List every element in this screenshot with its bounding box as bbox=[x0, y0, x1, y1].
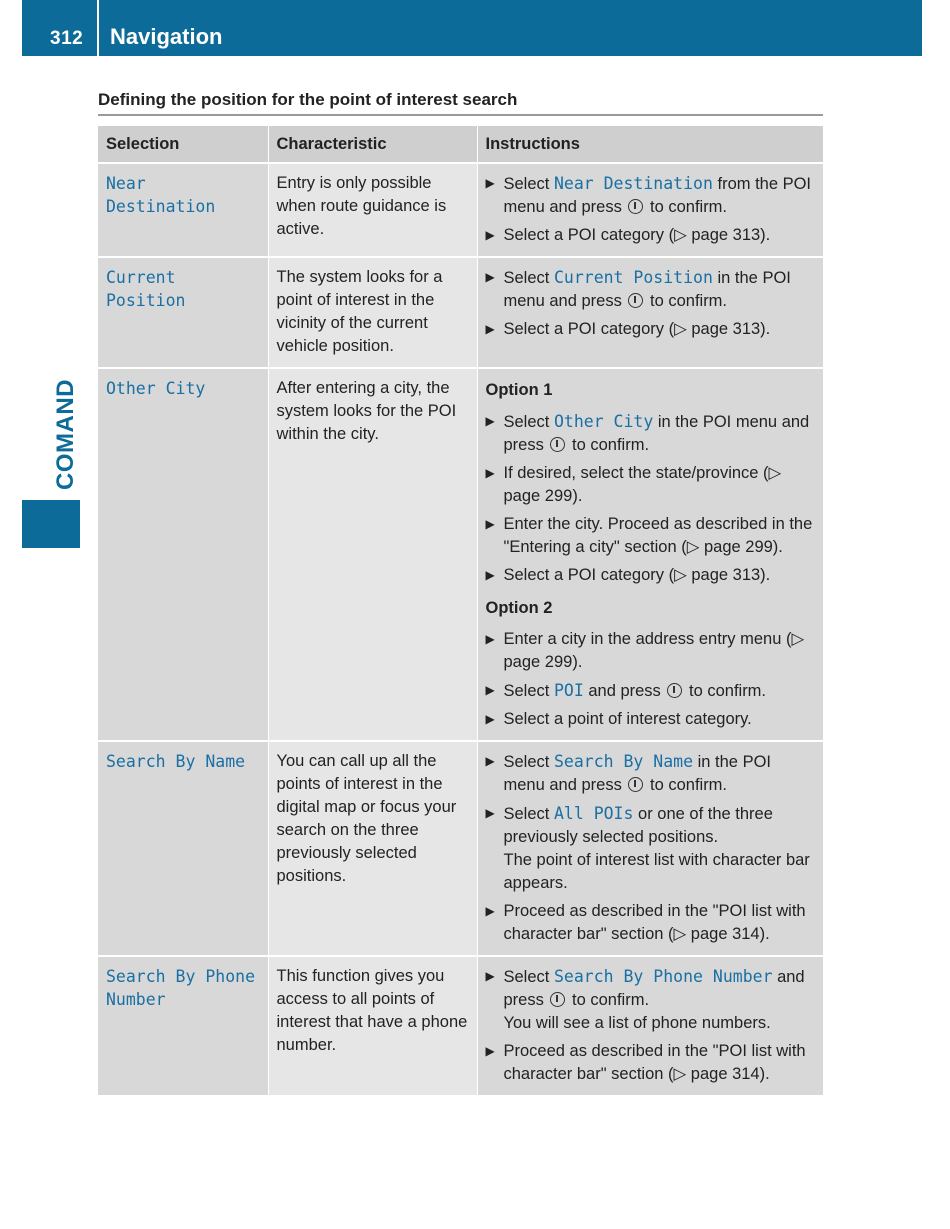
characteristic-cell: Entry is only possible when route guidance is active. bbox=[268, 163, 477, 257]
table-row bbox=[98, 956, 823, 1096]
instruction-step: ▶ Select a POI category (▷ page 313). bbox=[486, 224, 816, 247]
step-arrow-icon: ▶ bbox=[485, 754, 495, 768]
column-header-instructions: Instructions bbox=[477, 126, 823, 163]
section-title: Navigation bbox=[110, 24, 223, 49]
instructions-cell bbox=[477, 257, 823, 368]
instruction-step: ▶ Select a POI category (▷ page 313). bbox=[486, 564, 816, 587]
selection-term: Near Destination bbox=[106, 174, 216, 216]
selection-cell bbox=[98, 368, 268, 741]
instruction-step: ▶ Select a POI category (▷ page 313). bbox=[486, 318, 816, 341]
instructions-cell bbox=[477, 368, 823, 741]
characteristic-cell: You can call up all the points of interest in the digital map or focus your search on the three previously selected positions. bbox=[268, 741, 477, 956]
instruction-step: ▶ Select Other City in the POI menu and press to confirm. bbox=[485, 412, 810, 454]
controller-press-icon bbox=[667, 683, 682, 698]
characteristic-cell: The system looks for a point of interest in the vicinity of the current vehicle position. bbox=[268, 257, 477, 368]
instruction-step: ▶ Select a point of interest category. bbox=[486, 708, 816, 731]
instruction-step: ▶ Select Current Position in the POI menu and press to confirm. bbox=[485, 268, 791, 310]
table-title: Defining the position for the point of interest search bbox=[98, 90, 823, 116]
instructions-cell bbox=[477, 741, 823, 956]
step-arrow-icon: ▶ bbox=[485, 712, 495, 726]
side-tab-marker bbox=[22, 500, 80, 548]
step-arrow-icon: ▶ bbox=[485, 322, 495, 336]
page-header bbox=[22, 0, 922, 56]
instruction-step: ▶ Select All POIs or one of the three previously selected positions. The point of interest list with character bar appears. bbox=[485, 804, 810, 892]
characteristic-cell: This function gives you access to all points of interest that have a phone number. bbox=[268, 956, 477, 1096]
header-divider bbox=[97, 0, 99, 56]
selection-term: Search By Name bbox=[106, 752, 246, 771]
step-arrow-icon: ▶ bbox=[485, 228, 495, 242]
instruction-step: ▶ Select Near Destination from the POI menu and press to confirm. bbox=[485, 174, 812, 216]
column-header-characteristic: Characteristic bbox=[268, 126, 477, 163]
selection-term: Other City bbox=[106, 379, 206, 398]
selection-cell bbox=[98, 956, 268, 1096]
menu-term: POI bbox=[553, 681, 584, 700]
step-arrow-icon: ▶ bbox=[485, 904, 495, 918]
step-arrow-icon: ▶ bbox=[485, 176, 495, 190]
table-row bbox=[98, 257, 823, 368]
instructions-cell bbox=[477, 163, 823, 257]
table-header-row bbox=[98, 126, 823, 163]
step-arrow-icon: ▶ bbox=[485, 683, 495, 697]
step-arrow-icon: ▶ bbox=[485, 969, 495, 983]
menu-term: Other City bbox=[553, 412, 654, 431]
option-heading: Option 1 bbox=[485, 381, 553, 399]
step-result-note: The point of interest list with character bar appears. bbox=[503, 851, 810, 892]
table-row bbox=[98, 163, 823, 257]
step-result-note: You will see a list of phone numbers. bbox=[503, 1014, 771, 1032]
table-row bbox=[98, 741, 823, 956]
option-heading: Option 2 bbox=[485, 599, 553, 617]
instruction-step: ▶ If desired, select the state/province (▷ page 299). bbox=[485, 464, 782, 505]
selection-term: Current Position bbox=[106, 268, 186, 310]
controller-press-icon bbox=[628, 777, 643, 792]
selection-cell bbox=[98, 257, 268, 368]
menu-term: Near Destination bbox=[553, 174, 713, 193]
characteristic-cell: After entering a city, the system looks for the POI within the city. bbox=[268, 368, 477, 741]
step-arrow-icon: ▶ bbox=[485, 806, 495, 820]
menu-term: Search By Name bbox=[553, 752, 694, 771]
menu-term: All POIs bbox=[553, 804, 634, 823]
selection-term: Search By Phone Number bbox=[106, 967, 256, 1009]
instruction-step: ▶ Proceed as described in the "POI list with character bar" section (▷ page 314). bbox=[485, 902, 806, 943]
step-arrow-icon: ▶ bbox=[485, 466, 495, 480]
instruction-step: ▶ Enter a city in the address entry menu (▷ page 299). bbox=[485, 630, 805, 671]
selection-cell bbox=[98, 741, 268, 956]
selection-cell bbox=[98, 163, 268, 257]
step-arrow-icon: ▶ bbox=[485, 517, 495, 531]
step-arrow-icon: ▶ bbox=[485, 568, 495, 582]
instruction-step: ▶ Enter the city. Proceed as described in the "Entering a city" section (▷ page 299). bbox=[485, 515, 813, 556]
menu-term: Search By Phone Number bbox=[553, 967, 773, 986]
step-arrow-icon: ▶ bbox=[485, 270, 495, 284]
step-arrow-icon: ▶ bbox=[485, 414, 495, 428]
instruction-step: ▶ Select Search By Phone Number and press to confirm. You will see a list of phone numbers. bbox=[485, 967, 805, 1032]
instruction-step: ▶ Select POI and press to confirm. bbox=[485, 681, 767, 700]
controller-press-icon bbox=[628, 293, 643, 308]
column-header-selection: Selection bbox=[98, 126, 268, 163]
step-arrow-icon: ▶ bbox=[485, 632, 495, 646]
step-arrow-icon: ▶ bbox=[485, 1044, 495, 1058]
instruction-step: ▶ Select Search By Name in the POI menu and press to confirm. bbox=[485, 752, 771, 794]
side-tab-label: COMAND bbox=[52, 379, 79, 490]
controller-press-icon bbox=[550, 992, 565, 1007]
table-row bbox=[98, 368, 823, 741]
instruction-step: ▶ Proceed as described in the "POI list with character bar" section (▷ page 314). bbox=[485, 1042, 806, 1083]
controller-press-icon bbox=[550, 437, 565, 452]
controller-press-icon bbox=[628, 199, 643, 214]
instructions-cell bbox=[477, 956, 823, 1096]
page-number: 312 bbox=[50, 28, 84, 49]
poi-search-table bbox=[98, 126, 823, 1097]
menu-term: Current Position bbox=[553, 268, 713, 287]
